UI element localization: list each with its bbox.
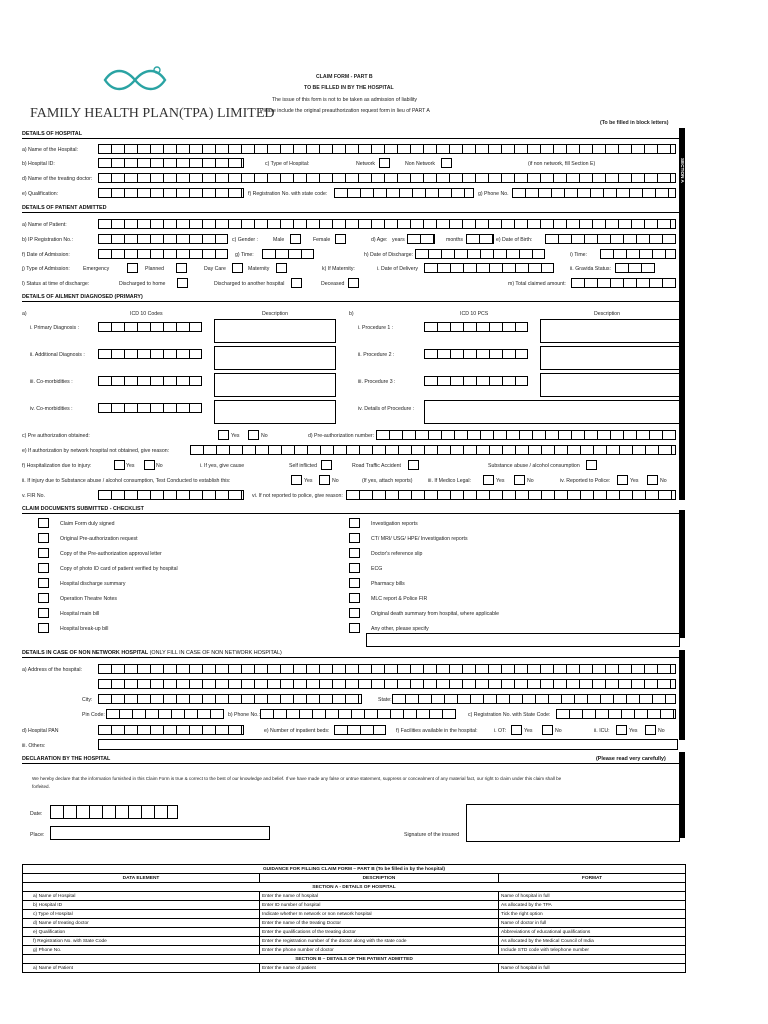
age-years-field[interactable] (407, 234, 435, 244)
label: Deceased (321, 281, 345, 287)
preauth-number-field[interactable] (376, 430, 676, 440)
label: e) Qualification: (22, 191, 59, 197)
substance-checkbox[interactable] (586, 460, 597, 470)
emergency-checkbox[interactable] (127, 263, 138, 273)
guide-row (23, 901, 686, 910)
guide-row (23, 910, 686, 919)
checklist-item-label: Any other, please specify (371, 626, 429, 632)
form-title: CLAIM FORM - PART B (316, 74, 373, 80)
guide-cell: a) Name of Patient (23, 964, 260, 973)
procedure2-code[interactable] (424, 349, 528, 359)
label: Planned (145, 266, 165, 272)
checklist-left-checkbox[interactable] (38, 518, 49, 528)
label: No (555, 728, 562, 734)
phone-no-field[interactable] (260, 709, 456, 719)
label: City: (82, 697, 93, 703)
label: d) Hospital PAN (22, 728, 59, 734)
preauth-reason-field[interactable] (190, 445, 676, 455)
label: Yes (496, 478, 505, 484)
label: Signature of the insured (404, 832, 460, 838)
label: f) Hospitalization due to injury: (22, 463, 92, 469)
checklist-item-label: Operation Theatre Notes (60, 596, 117, 602)
doctor-name-field[interactable] (98, 173, 676, 183)
guide-cell: Enter ID number of hospital (260, 901, 499, 910)
primary-diagnosis-desc[interactable] (214, 319, 336, 343)
checklist-item-label: Doctor's reference slip (371, 551, 423, 557)
guidance-table (22, 864, 686, 973)
label: iv. Details of Procedure : (358, 406, 415, 412)
admission-time-field[interactable] (262, 249, 314, 259)
pin-code-field[interactable] (106, 709, 224, 719)
additional-diagnosis-code[interactable] (98, 349, 202, 359)
procedure1-desc[interactable] (540, 319, 680, 343)
male-checkbox[interactable] (290, 234, 301, 244)
comorbidity2-code[interactable] (98, 403, 202, 413)
label: b) (349, 311, 354, 317)
section-e-note: (ONLY FILL IN CASE OF NON NETWORK HOSPITAL) (149, 650, 282, 656)
label: No (658, 728, 665, 734)
guide-cell: Enter the phone number of doctor (260, 946, 499, 955)
label: Yes (126, 463, 135, 469)
other-docs-field[interactable] (366, 633, 680, 647)
ot-yes-checkbox[interactable] (511, 725, 522, 735)
label: Male (273, 237, 285, 243)
label: No (332, 478, 339, 484)
procedure3-desc[interactable] (540, 373, 680, 397)
label: ii. Gravida Status: (570, 266, 611, 272)
declaration-date-field[interactable] (50, 805, 178, 819)
guide-col-description: DESCRIPTION (260, 874, 499, 883)
label: (if non network, fill Section E) (528, 161, 596, 167)
planned-checkbox[interactable] (176, 263, 187, 273)
guide-row (23, 892, 686, 901)
label: Discharged to another hospital (214, 281, 285, 287)
medico-no-checkbox[interactable] (514, 475, 525, 485)
checklist-right-checkbox[interactable] (349, 533, 360, 543)
label: ICD 10 PCS (460, 311, 489, 317)
claimed-amount-field[interactable] (571, 278, 676, 288)
guide-cell: Tick the right option (499, 910, 686, 919)
declaration-place-field[interactable] (50, 826, 270, 840)
discharged-another-checkbox[interactable] (291, 278, 302, 288)
label: a) (22, 311, 27, 317)
label: vi. If not reported to police, give reason: (252, 493, 343, 499)
label: Description (262, 311, 288, 317)
label: Maternity (248, 266, 270, 272)
procedure1-code[interactable] (424, 322, 528, 332)
guide-section-b: SECTION B – DETAILS OF THE PATIENT ADMITTED (23, 955, 686, 964)
checklist-right-checkbox[interactable] (349, 623, 360, 633)
ip-registration-field[interactable] (98, 234, 228, 244)
label: Substance abuse / alcohol consumption (488, 463, 580, 469)
section-a-heading: DETAILS OF HOSPITAL (22, 131, 82, 137)
label: ii. Procedure 2 : (358, 352, 395, 358)
checklist-item-label: ECG (371, 566, 383, 572)
primary-diagnosis-code[interactable] (98, 322, 202, 332)
label: iv. Co-morbidities : (30, 406, 73, 412)
section-b-bar (679, 204, 685, 292)
block-letters-note: (To be filled in block letters) (600, 120, 669, 126)
procedure3-code[interactable] (424, 376, 528, 386)
label: (If yes, attach reports) (362, 478, 413, 484)
guide-row (23, 928, 686, 937)
checklist-item-label: Investigation reports (371, 521, 418, 527)
hospital-id-field[interactable] (98, 158, 244, 168)
checklist-item-label: Claim Form duly signed (60, 521, 115, 527)
liability-note: The issue of this form is not to be taken as admission of liability (272, 97, 418, 103)
address-line2[interactable] (98, 679, 676, 689)
label: c) Pre authorization obtained: (22, 433, 90, 439)
checklist-item-label: Original death summary from hospital, where applicable (371, 611, 500, 617)
label: b) Hospital ID: (22, 161, 55, 167)
section-e-title: DETAILS IN CASE OF NON NETWORK HOSPITAL (22, 650, 149, 656)
discharge-date-field[interactable] (415, 249, 545, 259)
label: f) Facilities available in the hospital: (396, 728, 478, 734)
pan-field[interactable] (98, 725, 244, 735)
registration-field[interactable] (334, 188, 474, 198)
checklist-left-checkbox[interactable] (38, 548, 49, 558)
guide-cell: Enter the qualifications of the treating doctor (260, 928, 499, 937)
label: e) Number of inpatient beds: (264, 728, 330, 734)
comorbidity2-desc[interactable] (214, 400, 336, 424)
label: a) Name of the Hospital: (22, 147, 78, 153)
label: g) Phone No. (478, 191, 509, 197)
checklist-item-label: Copy of the Pre-authorization approval letter (60, 551, 162, 557)
label: Self inflicted (289, 463, 317, 469)
declaration-text: We hereby declare that the information furnished in this Claim Form is true & correct to the best of our knowledge and belief. If we have made any false or untrue statement, suppress or concealment of any material fact, our right to claim under this claim shall be (32, 776, 562, 781)
signature-box[interactable] (466, 804, 680, 842)
age-months-field[interactable] (466, 234, 494, 244)
checklist-right-checkbox[interactable] (349, 578, 360, 588)
label: j) Type of Admission: (22, 266, 70, 272)
daycare-checkbox[interactable] (232, 263, 243, 273)
label: Network (356, 161, 376, 167)
label: Yes (304, 478, 313, 484)
label: i. If yes, give cause (200, 463, 245, 469)
maternity-checkbox[interactable] (276, 263, 287, 273)
company-logo-icon (95, 64, 175, 94)
guide-cell: a) Name of Hospital (23, 892, 260, 901)
guide-cell: Enter the name of the treating Doctor (260, 919, 499, 928)
section-e-heading (22, 650, 282, 656)
label: Road Traffic Accident (352, 463, 401, 469)
label: v. FIR No. (22, 493, 45, 499)
label: e) Date of Birth: (496, 237, 533, 243)
checklist-item-label: Pharmacy bills (371, 581, 405, 587)
guide-cell: g) Phone No. (23, 946, 260, 955)
label: State: (378, 697, 392, 703)
icu-yes-checkbox[interactable] (616, 725, 627, 735)
checklist-item-label: CT/ MRI/ USG/ HPE/ Investigation reports (371, 536, 468, 542)
injury-yes-checkbox[interactable] (114, 460, 125, 470)
checklist-item-label: Hospital break-up bill (60, 626, 109, 632)
label: k) If Maternity: (322, 266, 355, 272)
label: Discharged to home (119, 281, 166, 287)
section-d-bar (679, 510, 685, 638)
checklist-left-checkbox[interactable] (38, 593, 49, 603)
guide-cell: Enter the name of patient (260, 964, 499, 973)
guide-cell: Include STD code with telephone number (499, 946, 686, 955)
form-subtitle: TO BE FILLED IN BY THE HOSPITAL (304, 85, 394, 91)
label: ii. Additional Diagnosis : (30, 352, 85, 358)
network-checkbox[interactable] (379, 158, 390, 168)
guide-row (23, 919, 686, 928)
section-c-heading: DETAILS OF AILMENT DIAGNOSED (PRIMARY) (22, 294, 143, 300)
checklist-right-checkbox[interactable] (349, 593, 360, 603)
checklist-item-label: MLC report & Police FIR (371, 596, 428, 602)
phone-field[interactable] (512, 188, 676, 198)
label: Yes (629, 728, 638, 734)
additional-diagnosis-desc[interactable] (214, 346, 336, 370)
guide-cell: Indicate whether In network or non network hospital (260, 910, 499, 919)
label: Day Care (204, 266, 226, 272)
injury-no-checkbox[interactable] (144, 460, 155, 470)
section-e-bar (679, 650, 685, 740)
label: a) Address of the hospital: (22, 667, 82, 673)
label: Emergency (83, 266, 110, 272)
icu-no-checkbox[interactable] (645, 725, 656, 735)
label: i. Primary Diagnosis : (30, 325, 80, 331)
preauth-no-checkbox[interactable] (248, 430, 259, 440)
label: f) Registration No. with state code: (248, 191, 328, 197)
read-carefully-note: (Please read very carefully) (596, 756, 666, 762)
guide-cell: Abbreviations of educational qualifications (499, 928, 686, 937)
checklist-item-label: Hospital main bill (60, 611, 100, 617)
label: c) Gender : (232, 237, 258, 243)
guide-col-element: DATA ELEMENT (23, 874, 260, 883)
label: ICD 10 Codes (130, 311, 163, 317)
guide-section-a: SECTION A - DETAILS OF HOSPITAL (23, 883, 686, 892)
police-no-checkbox[interactable] (647, 475, 658, 485)
comorbidity1-code[interactable] (98, 376, 202, 386)
procedure-details[interactable] (424, 400, 680, 424)
label: Female (313, 237, 331, 243)
section-d-heading: CLAIM DOCUMENTS SUBMITTED - CHECKLIST (22, 506, 144, 512)
female-checkbox[interactable] (335, 234, 346, 244)
label: b) Phone No.: (228, 712, 261, 718)
section-f-heading: DECLARATION BY THE HOSPITAL (22, 756, 111, 762)
label: i. Procedure 1 : (358, 325, 394, 331)
hospital-name-field[interactable] (98, 144, 676, 154)
label: No (261, 433, 268, 439)
label: iii. Others: (22, 743, 46, 749)
declaration-text-2: forfeited. (32, 784, 50, 789)
label: d) Age: (371, 237, 388, 243)
address-line1[interactable] (98, 664, 676, 674)
section-a-label: SECTION A (680, 158, 685, 183)
state-registration-field[interactable] (556, 709, 676, 719)
checklist-item-label: Original Pre-authorization request (60, 536, 138, 542)
discharged-home-checkbox[interactable] (177, 278, 188, 288)
label: Yes (524, 728, 533, 734)
label: iii. Procedure 3 : (358, 379, 396, 385)
deceased-checkbox[interactable] (348, 278, 359, 288)
label: Place: (30, 832, 45, 838)
company-name: FAMILY HEALTH PLAN(TPA) LIMITED (30, 106, 275, 121)
label: c) Type of Hospital: (265, 161, 310, 167)
beds-field[interactable] (334, 725, 386, 735)
guide-cell: As allocated by the TPA (499, 901, 686, 910)
guide-title: GUIDANCE FOR FILLING CLAIM FORM – PART B (To be filled in by the hospital) (23, 865, 686, 874)
guide-cell: b) Hospital ID (23, 901, 260, 910)
label: iv. Reported to Police: (560, 478, 611, 484)
preauth-note: Please include the original preauthorization request form in lieu of PART A (260, 108, 430, 114)
label: f) Date of Admission: (22, 252, 70, 258)
checklist-left-checkbox[interactable] (38, 563, 49, 573)
checklist-right-checkbox[interactable] (349, 563, 360, 573)
others-field[interactable] (98, 739, 678, 750)
label: h) Date of Discharge: (364, 252, 414, 258)
label: iii. Co-morbidities : (30, 379, 73, 385)
guide-row (23, 964, 686, 973)
non-network-checkbox[interactable] (441, 158, 452, 168)
label: months (446, 237, 464, 243)
label: a) Name of Patient: (22, 222, 67, 228)
label: No (156, 463, 163, 469)
medico-yes-checkbox[interactable] (483, 475, 494, 485)
label: ii. ICU: (594, 728, 610, 734)
police-yes-checkbox[interactable] (617, 475, 628, 485)
delivery-date-field[interactable] (424, 263, 554, 273)
guide-cell: Name of doctor in full (499, 919, 686, 928)
test-yes-checkbox[interactable] (291, 475, 302, 485)
label: Description (594, 311, 620, 317)
guide-cell: Name of hospital in full (499, 964, 686, 973)
qualification-field[interactable] (98, 188, 244, 198)
checklist-left-checkbox[interactable] (38, 533, 49, 543)
label: No (527, 478, 534, 484)
guide-cell: Name of hospital in full (499, 892, 686, 901)
state-field[interactable] (392, 694, 676, 704)
patient-name-field[interactable] (98, 219, 676, 229)
label: Non Network (405, 161, 435, 167)
label: i. OT: (494, 728, 507, 734)
comorbidity1-desc[interactable] (214, 373, 336, 397)
checklist-item-label: Copy of photo ID card of patient verified by hospital (60, 566, 178, 572)
guide-cell: e) Qualification (23, 928, 260, 937)
guide-row (23, 946, 686, 955)
label: Date: (30, 811, 43, 817)
label: ii. If injury due to Substance abuse / alcohol consumption, Test Conducted to establish this: (22, 478, 231, 484)
preauth-yes-checkbox[interactable] (218, 430, 229, 440)
fir-number-field[interactable] (98, 490, 244, 500)
label: i) Time: (570, 252, 588, 258)
procedure2-desc[interactable] (540, 346, 680, 370)
checklist-right-checkbox[interactable] (349, 518, 360, 528)
guide-cell: As allocated by the Medical Council of India (499, 937, 686, 946)
checklist-left-checkbox[interactable] (38, 578, 49, 588)
label: Pin Code: (82, 712, 105, 718)
guide-cell: d) Name of treating doctor (23, 919, 260, 928)
label: iii. If Medico Legal: (428, 478, 471, 484)
ot-no-checkbox[interactable] (542, 725, 553, 735)
police-reason-field[interactable] (346, 490, 676, 500)
guide-cell: Enter the name of hospital (260, 892, 499, 901)
label: Yes (630, 478, 639, 484)
checklist-right-checkbox[interactable] (349, 608, 360, 618)
rta-checkbox[interactable] (408, 460, 419, 470)
guide-cell: c) Type of Hospital (23, 910, 260, 919)
label: m) Total claimed amount: (508, 281, 566, 287)
section-b-heading: DETAILS OF PATIENT ADMITTED (22, 205, 107, 211)
label: g) Time: (235, 252, 254, 258)
admission-date-field[interactable] (98, 249, 228, 259)
label: d) Pre-authorization number: (308, 433, 375, 439)
guide-row (23, 937, 686, 946)
label: e) If authorization by network hospital not obtained, give reason: (22, 448, 170, 454)
label: d) Name of the treating doctor: (22, 176, 93, 182)
discharge-time-field[interactable] (600, 249, 676, 259)
checklist-right-checkbox[interactable] (349, 548, 360, 558)
guide-col-format: FORMAT (499, 874, 686, 883)
city-field[interactable] (98, 694, 362, 704)
self-inflicted-checkbox[interactable] (321, 460, 332, 470)
checklist-left-checkbox[interactable] (38, 608, 49, 618)
label: c) Registration No. with State Code: (468, 712, 551, 718)
guide-cell: Enter the registration number of the doctor along with the state code (260, 937, 499, 946)
label: years (392, 237, 405, 243)
label: i. Date of Delivery (377, 266, 418, 272)
label: l) Status at time of discharge: (22, 281, 90, 287)
checklist-left-checkbox[interactable] (38, 623, 49, 633)
label: b) IP Registration No.: (22, 237, 73, 243)
gravida-field[interactable] (615, 263, 655, 273)
label: Yes (231, 433, 240, 439)
test-no-checkbox[interactable] (319, 475, 330, 485)
label: No (660, 478, 667, 484)
dob-field[interactable] (545, 234, 676, 244)
guide-cell: f) Registration No. with State Code (23, 937, 260, 946)
checklist-item-label: Hospital discharge summary (60, 581, 126, 587)
